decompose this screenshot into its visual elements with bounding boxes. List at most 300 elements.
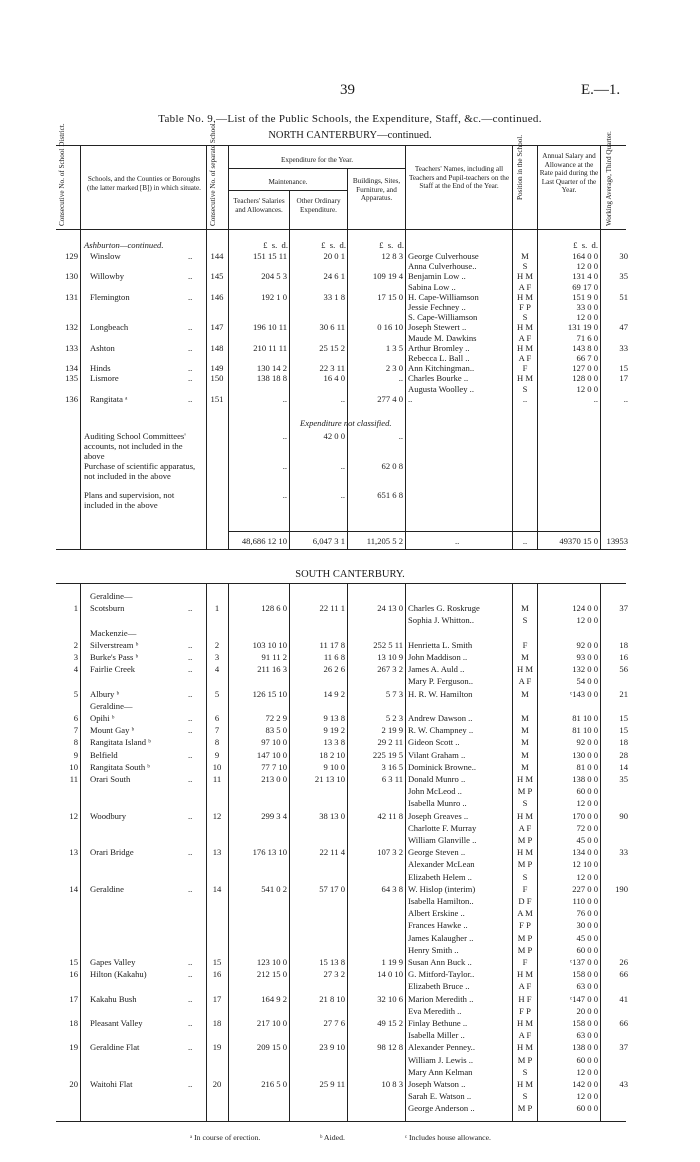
teacher-position: M P	[517, 944, 533, 955]
other-expenditure: 30 6 11	[319, 322, 345, 333]
expenditure-rule	[228, 168, 405, 169]
other-expenditure: 21 8 10	[319, 993, 345, 1004]
page-number: 39	[340, 82, 355, 98]
other-expenditure: ..	[340, 393, 345, 404]
school-name: Ashton	[90, 342, 115, 353]
row-number: 9	[73, 749, 78, 760]
working-average: 37	[619, 603, 628, 614]
school-name: Waitohi Flat	[90, 1079, 133, 1089]
average-header: Working Average, Third Quarter.	[605, 131, 613, 226]
separate-school-number: 16	[212, 969, 222, 980]
other-expenditure-header: Other Ordinary Expenditure.	[296, 197, 341, 214]
school-name: Geraldine—	[90, 591, 133, 601]
school-name: Silverstream ᵇ	[90, 639, 139, 650]
annual-salary: 66 7 0	[576, 353, 598, 363]
other-expenditure: 21 13 10	[314, 774, 345, 784]
school-name: Fairlie Creek	[90, 664, 136, 675]
annual-salary: ..	[593, 393, 598, 404]
annual-salary: 69 17 0	[572, 281, 598, 292]
district-name: Ashburton—continued.	[84, 240, 164, 250]
separate-school-number: 9	[214, 749, 220, 760]
teachers-salaries: 192 1 0	[261, 291, 287, 302]
teachers-salaries: 103 10 10	[252, 639, 287, 650]
buildings-expenditure: 0 16 10	[377, 322, 403, 333]
separate-school-number: 18	[212, 1018, 222, 1028]
teachers-salaries: 212 15 0	[256, 969, 287, 980]
other-expenditure: 27 7 6	[323, 1018, 345, 1028]
teacher-name: Sabina Low ..	[408, 281, 456, 292]
school-name: Orari Bridge	[90, 847, 134, 858]
working-average: 15	[619, 713, 628, 723]
annual-salary: 143 8 0	[572, 342, 598, 353]
row-number: 130	[65, 271, 78, 282]
teacher-position: H M	[517, 1042, 533, 1053]
maintenance-header: Maintenance.	[268, 178, 308, 186]
working-average: 18	[619, 737, 628, 748]
teachers-salaries: 541 0 2	[261, 883, 287, 894]
teachers-salaries: 123 10 0	[256, 957, 287, 967]
school-name: Rangitata ᵃ	[90, 393, 128, 404]
annual-salary: 63 0 0	[576, 1030, 598, 1041]
teacher-position: A F	[518, 822, 532, 833]
working-average: 15	[619, 363, 628, 374]
teacher-position: H F	[518, 993, 532, 1004]
buildings-header: Buildings, Sites, Furniture, and Apparatus.	[352, 177, 401, 202]
other-expenditure: 13 3 8	[323, 737, 345, 748]
teacher-position: H M	[517, 271, 533, 282]
teacher-position: M	[521, 603, 529, 614]
teacher-name: Henry Smith ..	[408, 944, 459, 955]
working-average: 90	[619, 810, 628, 821]
teachers-salaries: 72 2 9	[265, 713, 287, 723]
teachers-salaries: 217 10 0	[256, 1018, 287, 1028]
teacher-name: Sophia J. Whitton..	[408, 615, 474, 626]
teacher-position: H M	[517, 322, 533, 333]
teacher-name: H. Cape-Williamson	[408, 291, 479, 302]
school-name: Kakahu Bush	[90, 993, 137, 1004]
teacher-name: George Anderson ..	[408, 1103, 475, 1114]
teacher-position: M	[521, 251, 529, 261]
teacher-position: M P	[517, 1054, 533, 1065]
separate-school-number: 148	[210, 342, 224, 353]
working-average: 21	[619, 688, 628, 699]
not-classified-heading: Expenditure not classified.	[300, 418, 392, 428]
teacher-name: Anna Culverhouse..	[408, 261, 477, 272]
working-average: 51	[619, 291, 628, 302]
teacher-name: W. Hislop (interim)	[408, 883, 476, 894]
teachers-salaries: 126 15 10	[252, 688, 287, 699]
school-name: Lismore	[90, 373, 119, 384]
separate-school-number: 145	[210, 271, 224, 282]
buildings-expenditure: 64 3 8	[381, 883, 403, 894]
leader-dots: ..	[188, 322, 193, 333]
teacher-position: ..	[522, 393, 528, 404]
annual-salary: 92 0 0	[576, 737, 598, 748]
annual-salary: 60 0 0	[576, 786, 598, 797]
row-number: 12	[69, 810, 78, 821]
annual-salary: 12 0 0	[576, 383, 598, 394]
separate-school-number: 4	[214, 664, 220, 675]
working-average: 17	[619, 373, 628, 384]
separate-school-number: 151	[210, 393, 224, 404]
annual-salary: 131 19 0	[567, 322, 598, 333]
teacher-position: F P	[519, 1005, 531, 1016]
teacher-position: M	[521, 737, 529, 748]
school-name: Willowby	[90, 271, 125, 282]
leader-dots: ..	[188, 774, 193, 784]
schools-header: Schools, and the Counties or Boroughs (the latter marked [B]) in which situate.	[87, 175, 201, 192]
leader-dots: ..	[188, 342, 193, 353]
annual-salary: 130 0 0	[572, 749, 598, 760]
table-bottom-rule	[56, 549, 626, 550]
teachers-salaries: 147 10 0	[256, 749, 287, 760]
row-number: 132	[65, 322, 78, 333]
annual-salary: 33 0 0	[576, 302, 598, 312]
teacher-position: F P	[519, 302, 531, 312]
teacher-position: D F	[518, 896, 532, 906]
working-average: 66	[619, 1018, 628, 1028]
leader-dots: ..	[188, 664, 193, 675]
row-number: 11	[69, 774, 78, 784]
teacher-name: Joseph Greaves ..	[408, 810, 469, 821]
expenditure-header: Expenditure for the Year.	[280, 156, 354, 164]
annual-salary: 151 9 0	[572, 291, 598, 302]
annual-salary: 110 0 0	[572, 896, 598, 906]
buildings-expenditure: 3 16 5	[381, 761, 403, 772]
buildings-expenditure: 267 3 2	[377, 664, 403, 675]
leader-dots: ..	[188, 749, 193, 760]
buildings-expenditure: 42 11 8	[377, 810, 403, 821]
leader-dots: ..	[188, 713, 193, 723]
teacher-name: Rebecca L. Ball ..	[408, 353, 470, 363]
teacher-name: Isabella Hamilton..	[408, 896, 474, 906]
annual-salary: 128 0 0	[572, 373, 598, 384]
teacher-name: Dominick Browne..	[408, 761, 477, 772]
teachers-salaries: 151 15 11	[252, 251, 287, 261]
teacher-position: M P	[517, 786, 533, 797]
teacher-name: Susan Ann Buck ..	[408, 957, 472, 967]
leader-dots: ..	[188, 1042, 193, 1053]
not-classified-other: 42 0 0	[323, 431, 345, 441]
school-name: Hinds	[90, 363, 111, 374]
teacher-name: R. W. Champney ..	[408, 725, 474, 736]
annual-salary: 81 10 0	[572, 725, 598, 736]
teacher-position: H M	[517, 664, 533, 675]
teachers-salaries: 128 6 0	[261, 603, 287, 614]
school-name: Geraldine—	[90, 700, 133, 711]
buildings-expenditure: 225 19 5	[372, 749, 403, 760]
annual-salary: 12 0 0	[576, 1066, 598, 1077]
row-number: 13	[69, 847, 78, 858]
teacher-position: M	[521, 749, 529, 760]
footnote-c: ᶜ Includes house allowance.	[405, 1133, 491, 1142]
teacher-name: Albert Erskine ..	[408, 908, 465, 919]
teacher-name: Alexander McLean	[408, 859, 475, 870]
header-bottom-rule	[56, 229, 626, 230]
teacher-name: Isabella Munro ..	[408, 798, 467, 809]
annual-salary: 60 0 0	[576, 944, 598, 955]
separate-school-number: 10	[212, 761, 222, 772]
footnote-a: ᵃ In course of erection.	[190, 1133, 261, 1142]
annual-salary: 138 0 0	[572, 774, 598, 784]
units-sal: £ s. d.	[263, 240, 288, 250]
leader-dots: ..	[188, 725, 193, 736]
total-other: 6,047 3 1	[312, 536, 345, 546]
teacher-name: Ann Kitchingman..	[408, 363, 475, 374]
school-name: Winslow	[90, 251, 121, 261]
teacher-name: Frances Hawke ..	[408, 920, 468, 931]
teacher-name: Alexander Penney..	[408, 1042, 475, 1053]
separate-school-number: 2	[214, 639, 220, 650]
teacher-name: Benjamin Low ..	[408, 271, 466, 282]
teacher-name: Charlotte F. Murray	[408, 822, 477, 833]
leader-dots: ..	[188, 652, 193, 662]
school-name: Woodbury	[90, 810, 127, 821]
teachers-salaries: 299 3 4	[261, 810, 287, 821]
leader-dots: ..	[188, 603, 193, 614]
working-average: 15	[619, 725, 628, 736]
teachers-salaries: 209 15 0	[256, 1042, 287, 1053]
annual-salary: 131 4 0	[572, 271, 598, 282]
teacher-position: M	[521, 761, 529, 772]
not-classified-other: ..	[340, 461, 345, 471]
school-name: Geraldine	[90, 883, 124, 894]
school-name: Hilton (Kakahu)	[90, 969, 147, 980]
annual-salary: 170 0 0	[572, 810, 598, 821]
separate-school-number: 13	[212, 847, 222, 858]
teacher-name: Maude M. Dawkins	[408, 332, 477, 343]
other-expenditure: 22 3 11	[319, 363, 345, 374]
other-expenditure: 9 13 8	[323, 713, 345, 723]
teachers-salaries: 77 7 10	[261, 761, 287, 772]
buildings-expenditure: 5 7 3	[385, 688, 403, 699]
working-average: 43	[619, 1079, 628, 1089]
teachers-salaries: 97 10 0	[261, 737, 287, 748]
teachers-salaries: 164 9 2	[261, 993, 287, 1004]
teacher-name: Gideon Scott ..	[408, 737, 460, 748]
not-classified-salaries: ..	[282, 461, 287, 471]
working-average: 28	[619, 749, 628, 760]
annual-salary: 134 0 0	[572, 847, 598, 858]
annual-salary: 71 6 0	[576, 332, 598, 343]
leader-dots: ..	[188, 810, 193, 821]
other-expenditure: 15 13 8	[319, 957, 345, 967]
not-classified-salaries: ..	[282, 431, 287, 441]
leader-dots: ..	[188, 883, 193, 894]
teacher-position: M P	[517, 835, 533, 845]
teacher-name: ..	[408, 393, 413, 404]
row-number: 129	[65, 251, 78, 261]
working-average: 35	[619, 774, 628, 784]
leader-dots: ..	[188, 1018, 193, 1028]
teacher-position: M P	[517, 859, 533, 870]
other-expenditure: 24 6 1	[323, 271, 345, 282]
row-number: 8	[73, 737, 78, 748]
teacher-name: Mary Ann Kelman	[408, 1066, 473, 1077]
north-canterbury-heading: NORTH CANTERBURY—continued.	[268, 130, 432, 141]
separate-school-number: 150	[210, 373, 224, 384]
working-average: 47	[619, 322, 628, 333]
annual-salary: 12 0 0	[576, 312, 598, 323]
row-number: 2	[73, 639, 78, 650]
teacher-name: John Maddison ..	[408, 652, 468, 662]
not-classified-salaries: ..	[282, 490, 287, 500]
separate-school-number: 146	[210, 291, 224, 302]
annual-salary: 227 0 0	[572, 883, 598, 894]
separate-school-number: 19	[212, 1042, 222, 1053]
total-buildings: 11,205 5 2	[366, 536, 403, 546]
other-expenditure: 26 2 6	[323, 664, 345, 675]
row-number: 17	[69, 993, 78, 1004]
buildings-expenditure: 98 12 8	[377, 1042, 403, 1053]
annual-salary: 81 10 0	[572, 713, 598, 723]
separate-school-number: 8	[214, 737, 220, 748]
teacher-name: Arthur Bromley ..	[408, 342, 470, 353]
teacher-position: M	[521, 713, 529, 723]
school-name: Geraldine Flat	[90, 1042, 140, 1053]
other-expenditure: 38 13 0	[319, 810, 345, 821]
consecutive-no-header: Consecutive No. of School District.	[58, 123, 66, 226]
row-number: 5	[73, 688, 78, 699]
teacher-position: A M	[517, 908, 533, 919]
school-name: Scotsburn	[90, 603, 125, 614]
total-teachers: ..	[455, 536, 460, 546]
annual-salary: 45 0 0	[576, 932, 598, 943]
teacher-position: S	[522, 261, 528, 272]
south-top-rule	[56, 583, 626, 584]
teacher-name: S. Cape-Williamson	[408, 312, 478, 323]
working-average: 56	[619, 664, 628, 675]
annual-salary: 12 10 0	[572, 859, 598, 870]
teacher-position: A F	[518, 1030, 532, 1041]
teacher-name: Augusta Woolley ..	[408, 383, 474, 394]
separate-school-number: 1	[214, 603, 220, 614]
working-average: 190	[615, 883, 628, 894]
teachers-salaries-header: Teachers' Salaries and Allowances.	[233, 197, 285, 214]
row-number: 135	[65, 373, 78, 384]
annual-salary: 30 0 0	[576, 920, 598, 931]
school-name: Rangitata South ᵇ	[90, 761, 150, 772]
leader-dots: ..	[188, 993, 193, 1004]
annual-salary: 142 0 0	[572, 1079, 598, 1089]
other-expenditure: 11 6 8	[323, 652, 345, 662]
teacher-position: M	[521, 652, 529, 662]
other-expenditure: 22 11 1	[319, 603, 345, 614]
school-name: Albury ᵇ	[90, 688, 120, 699]
teacher-name: Jessie Fechney ..	[408, 302, 466, 312]
other-expenditure: 25 9 11	[319, 1079, 345, 1089]
row-number: 7	[73, 725, 78, 736]
annual-salary: ᶜ143 0 0	[570, 688, 598, 699]
other-expenditure: 11 17 8	[319, 639, 345, 650]
working-average: 41	[619, 993, 628, 1004]
other-expenditure: 18 2 10	[319, 749, 345, 760]
teacher-name: Elizabeth Helem ..	[408, 871, 472, 882]
teacher-name: William J. Lewis ..	[408, 1054, 474, 1065]
school-name: Longbeach	[90, 322, 129, 333]
teacher-position: H M	[517, 342, 533, 353]
working-average: 14	[619, 761, 628, 772]
leader-dots: ..	[188, 847, 193, 858]
teacher-position: A F	[518, 353, 532, 363]
leader-dots: ..	[188, 639, 193, 650]
school-name: Mount Gay ᵇ	[90, 725, 135, 736]
annual-salary: 54 0 0	[576, 676, 598, 687]
working-average: 30	[619, 251, 628, 261]
teacher-name: H. R. W. Hamilton	[408, 688, 473, 699]
annual-salary: 12 0 0	[576, 261, 598, 272]
teacher-position: A F	[518, 676, 532, 687]
teacher-position: H M	[517, 969, 533, 980]
school-name: Belfield	[90, 749, 118, 760]
annual-salary: ᶜ137 0 0	[570, 957, 598, 967]
leader-dots: ..	[188, 688, 193, 699]
separate-school-number: 144	[210, 251, 224, 261]
footnote-b: ᵇ Aided.	[320, 1133, 345, 1142]
school-name: Orari South	[90, 774, 131, 784]
buildings-expenditure: ..	[398, 373, 403, 384]
annual-salary: 60 0 0	[576, 1103, 598, 1114]
teacher-position: M	[521, 688, 529, 699]
annual-salary: 158 0 0	[572, 1018, 598, 1028]
buildings-expenditure: 13 10 9	[377, 652, 403, 662]
annual-salary: 45 0 0	[576, 835, 598, 845]
teachers-names-header: Teachers' Names, including all Teachers and Pupil-teachers on the Staff at the End of the Year.	[408, 165, 510, 190]
row-number: 6	[73, 713, 78, 723]
annual-salary: 132 0 0	[572, 664, 598, 675]
consecutive-separate-header: Consecutive No. of separate School.	[209, 121, 217, 226]
buildings-expenditure: 252 5 11	[373, 639, 403, 650]
separate-school-number: 6	[214, 713, 220, 723]
separate-school-number: 3	[214, 652, 220, 662]
teacher-name: Finlay Bethune ..	[408, 1018, 468, 1028]
teacher-position: M	[521, 725, 529, 736]
leader-dots: ..	[188, 291, 193, 302]
teacher-position: F	[522, 639, 528, 650]
buildings-expenditure: 2 19 9	[381, 725, 403, 736]
teachers-salaries: 196 10 11	[252, 322, 287, 333]
teacher-position: F	[522, 883, 528, 894]
teacher-name: John McLeod ..	[408, 786, 462, 797]
salary-header: Annual Salary and Allowance at the Rate paid during the Last Quarter of the Year.	[539, 152, 599, 194]
leader-dots: ..	[188, 957, 193, 967]
buildings-expenditure: 2 3 0	[385, 363, 403, 374]
teacher-name: James Kalaugher ..	[408, 932, 474, 943]
buildings-expenditure: 32 10 6	[377, 993, 403, 1004]
leader-dots: ..	[188, 251, 193, 261]
buildings-expenditure: 14 0 10	[377, 969, 403, 980]
teacher-name: Andrew Dawson ..	[408, 713, 473, 723]
teacher-position: M P	[517, 1103, 533, 1114]
units-bld: £ s. d.	[379, 240, 404, 250]
other-expenditure: 23 9 10	[319, 1042, 345, 1053]
page-reference: E.—1.	[581, 82, 621, 98]
not-classified-other: ..	[340, 490, 345, 500]
teacher-name: Eva Meredith ..	[408, 1005, 462, 1016]
teacher-position: F	[522, 363, 528, 374]
teacher-name: George Steven ..	[408, 847, 466, 858]
annual-salary: 164 0 0	[572, 251, 598, 261]
other-expenditure: 25 15 2	[319, 342, 345, 353]
annual-salary: 12 0 0	[576, 798, 598, 809]
buildings-expenditure: 277 4 0	[377, 393, 403, 404]
leader-dots: ..	[188, 363, 193, 374]
row-number: 20	[69, 1079, 78, 1089]
teacher-name: James A. Auld ..	[408, 664, 465, 675]
buildings-expenditure: 107 3 2	[377, 847, 403, 858]
teacher-name: Isabella Miller ..	[408, 1030, 465, 1041]
units-salary: £ s. d.	[573, 240, 598, 250]
